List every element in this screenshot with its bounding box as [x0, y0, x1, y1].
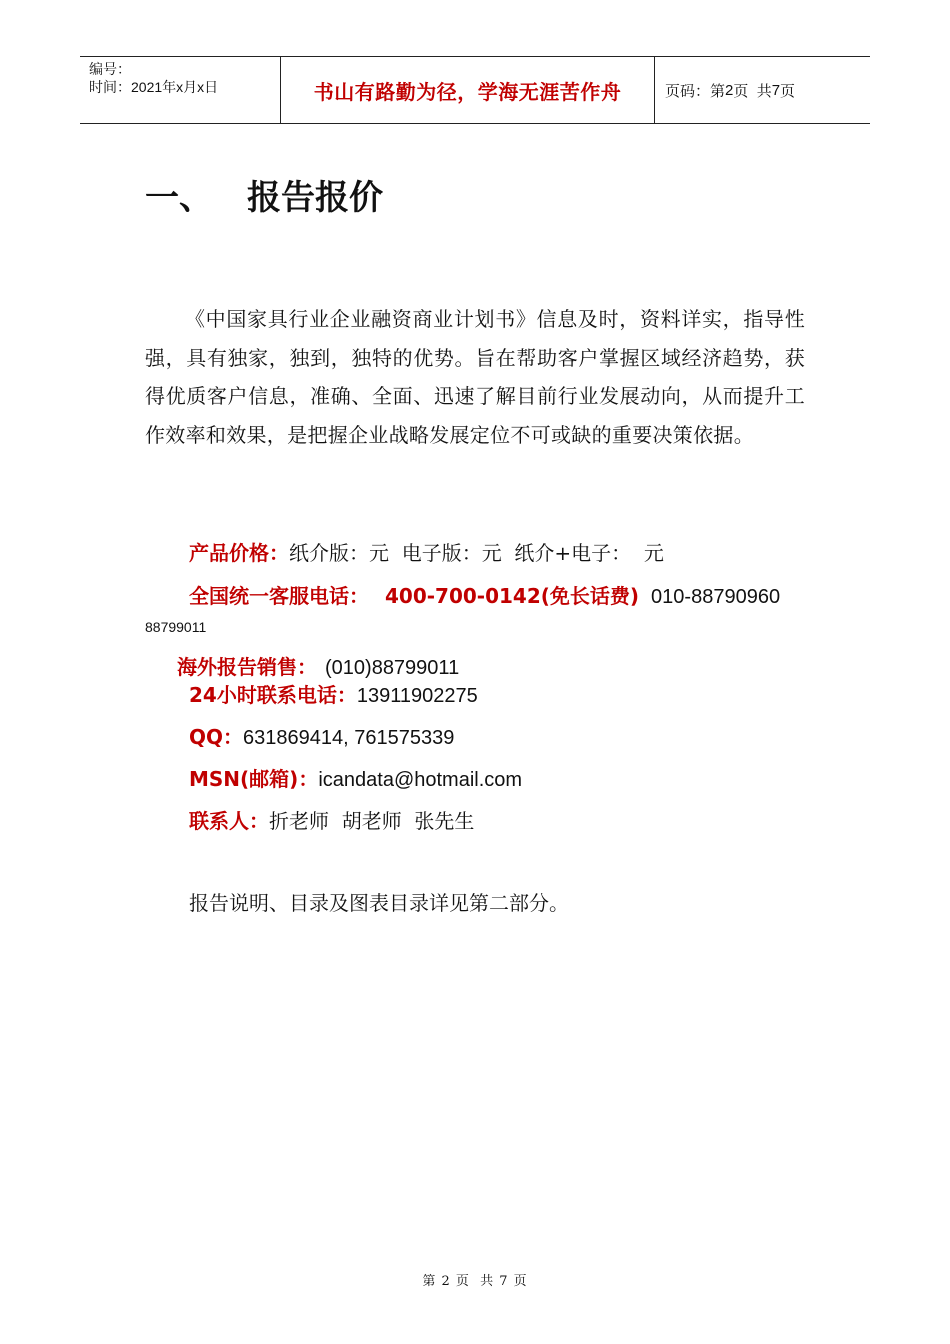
header-motto: 书山有路勤为径，学海无涯苦作舟 [281, 57, 655, 123]
footer-current: 2 [441, 1274, 451, 1289]
page-header [80, 56, 870, 124]
report-note: 报告说明、目录及图表目录详见第二部分。 [189, 891, 569, 915]
overseas-line [177, 651, 459, 680]
footer-mid: 页 共 [450, 1274, 500, 1289]
overseas-value: (010)88799011 [325, 657, 460, 679]
contact-person-line [189, 805, 474, 834]
overseas-label: 海外报告销售： [177, 655, 317, 679]
time-label: 时间：2021年x月x日 [89, 79, 219, 95]
msn-label: MSN(邮箱)： [189, 767, 319, 791]
hotline-other: 010-88790960 [651, 586, 781, 608]
page-total: 7 [771, 81, 781, 99]
footer-suffix: 页 [508, 1274, 528, 1289]
section-number: 一、 [145, 178, 213, 218]
code-label: 编号： [89, 61, 131, 77]
hotline-line [189, 580, 780, 609]
hotline-24h-line [189, 679, 478, 708]
price-line [189, 537, 664, 566]
price-value: 纸介版：元 电子版：元 纸介+电子： 元 [289, 541, 664, 565]
contact-person-value: 折老师 胡老师 张先生 [269, 809, 475, 833]
footer-prefix: 第 [422, 1274, 442, 1289]
page-footer [0, 1270, 950, 1289]
page-suffix: 页 [780, 82, 796, 100]
page-mid: 页 共 [733, 82, 772, 100]
msn-value[interactable]: icandata@hotmail.com [318, 769, 523, 791]
contact-person-label: 联系人： [189, 809, 269, 833]
qq-label: QQ： [189, 725, 244, 749]
hotline-24h-value: 13911902275 [356, 685, 478, 707]
footer-total: 7 [499, 1274, 509, 1289]
qq-value: 631869414, 761575339 [243, 727, 455, 749]
header-page-number [655, 57, 870, 123]
hotline-extra: 88799011 [145, 619, 207, 635]
section-heading [145, 176, 383, 220]
intro-paragraph: 《中国家具行业企业融资商业计划书》信息及时，资料详实，指导性强，具有独家，独到，独特的优势。旨在帮助客户掌握区域经济趋势，获得优质客户信息，准确、全面、迅速了解目前行业发展动向，从而提升工作效率和效果，是把握企业战略发展定位不可或缺的重要决策依据。 [145, 307, 805, 447]
header-meta [80, 57, 281, 123]
qq-line [189, 721, 454, 750]
page-prefix: 页码：第 [665, 82, 726, 100]
hotline-24h-label: 24小时联系电话： [189, 683, 357, 707]
hotline-free: 400-700-0142(免长话费) [385, 584, 640, 608]
page-current: 2 [725, 81, 734, 99]
hotline-label: 全国统一客服电话： [189, 584, 369, 608]
section-title: 报告报价 [247, 178, 383, 218]
msn-line [189, 763, 522, 792]
price-label: 产品价格： [189, 541, 289, 565]
